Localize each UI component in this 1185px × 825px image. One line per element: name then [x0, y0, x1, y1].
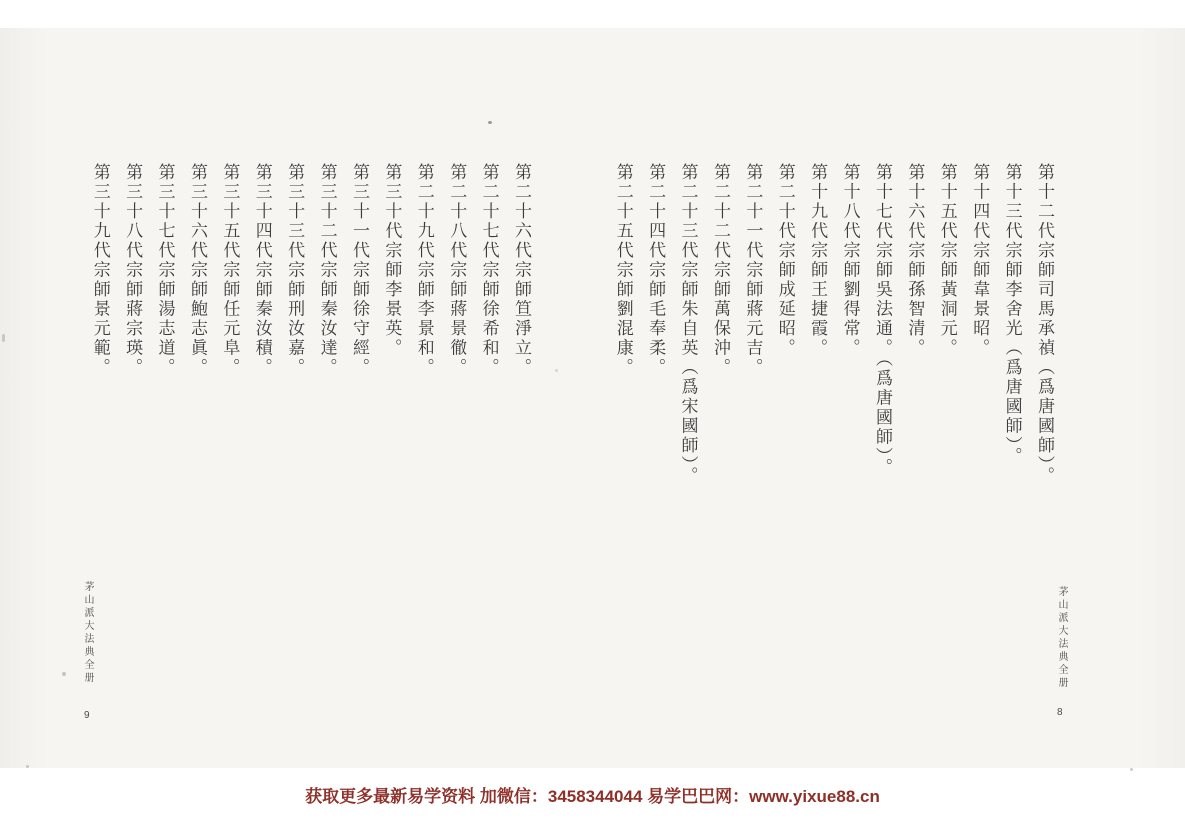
lineage-entry: 第二十五代宗師劉混康。	[613, 163, 633, 378]
right-page-lineage-list	[606, 163, 1060, 803]
scan-speck	[26, 765, 29, 768]
lineage-entry: 第三十九代宗師景元範。	[90, 163, 110, 378]
lineage-entry: 第二十八代宗師蔣景徹。	[447, 163, 467, 378]
lineage-entry: 第三十七代宗師湯志道。	[155, 163, 175, 378]
scan-speck	[555, 369, 558, 372]
left-page-lineage-list	[83, 163, 537, 803]
lineage-entry: 第二十六代宗師笪淨立。	[512, 163, 531, 378]
lineage-entry: 第十五代宗師黃洞元。	[937, 163, 957, 358]
lineage-entry: 第十八代宗師劉得常。	[840, 163, 860, 358]
lineage-entry: 第三十八代宗師蔣宗瑛。	[123, 163, 143, 378]
lineage-entry: 第十六代宗師孫智清。	[905, 163, 925, 358]
lineage-entry: 第三十四代宗師秦汝積。	[252, 163, 272, 378]
lineage-entry: 第三十二代宗師秦汝達。	[317, 163, 337, 378]
lineage-entry: 第二十七代宗師徐希和。	[479, 163, 499, 378]
lineage-entry: 第十九代宗師王捷霞。	[808, 163, 828, 358]
lineage-entry: 第三十三代宗師刑汝嘉。	[285, 163, 305, 378]
lineage-entry: 第二十二代宗師萬保沖。	[710, 163, 730, 378]
page-number-right-page: 8	[1057, 707, 1063, 718]
lineage-entry: 第三十一代宗師徐守經。	[349, 163, 369, 378]
footer-promo-text: 获取更多最新易学资料 加微信：3458344044 易学巴巴网：www.yixue88.cn	[305, 787, 880, 806]
running-title-left-page: 茅山派大法典全册	[82, 581, 93, 685]
lineage-entry: 第二十一代宗師蔣元吉。	[743, 163, 763, 378]
lineage-entry: 第二十三代宗師朱自英（爲宋國師）。	[678, 163, 698, 486]
scanned-page-spread	[0, 28, 1185, 768]
lineage-entry: 第十二代宗師司馬承禎（爲唐國師）。	[1035, 163, 1054, 486]
lineage-entry: 第十三代宗師李舍光（爲唐國師）。	[1002, 163, 1022, 467]
lineage-entry: 第二十九代宗師李景和。	[414, 163, 434, 378]
running-title-right-page: 茅山派大法典全册	[1056, 586, 1067, 690]
scan-speck	[2, 334, 5, 342]
scan-speck	[1130, 768, 1133, 771]
lineage-entry: 第三十五代宗師任元阜。	[220, 163, 240, 378]
lineage-entry: 第三十六代宗師鮑志眞。	[187, 163, 207, 378]
lineage-entry: 第十四代宗師韋景昭。	[970, 163, 990, 358]
scan-speck	[488, 121, 492, 124]
lineage-entry: 第十七代宗師吳法通。（爲唐國師）。	[872, 163, 892, 478]
page-number-left-page: 9	[84, 710, 90, 721]
scan-speck	[62, 672, 66, 676]
lineage-entry: 第二十代宗師成延昭。	[775, 163, 795, 358]
lineage-entry: 第二十四代宗師毛奉柔。	[646, 163, 666, 378]
lineage-entry: 第三十代宗師李景英。	[382, 163, 402, 358]
